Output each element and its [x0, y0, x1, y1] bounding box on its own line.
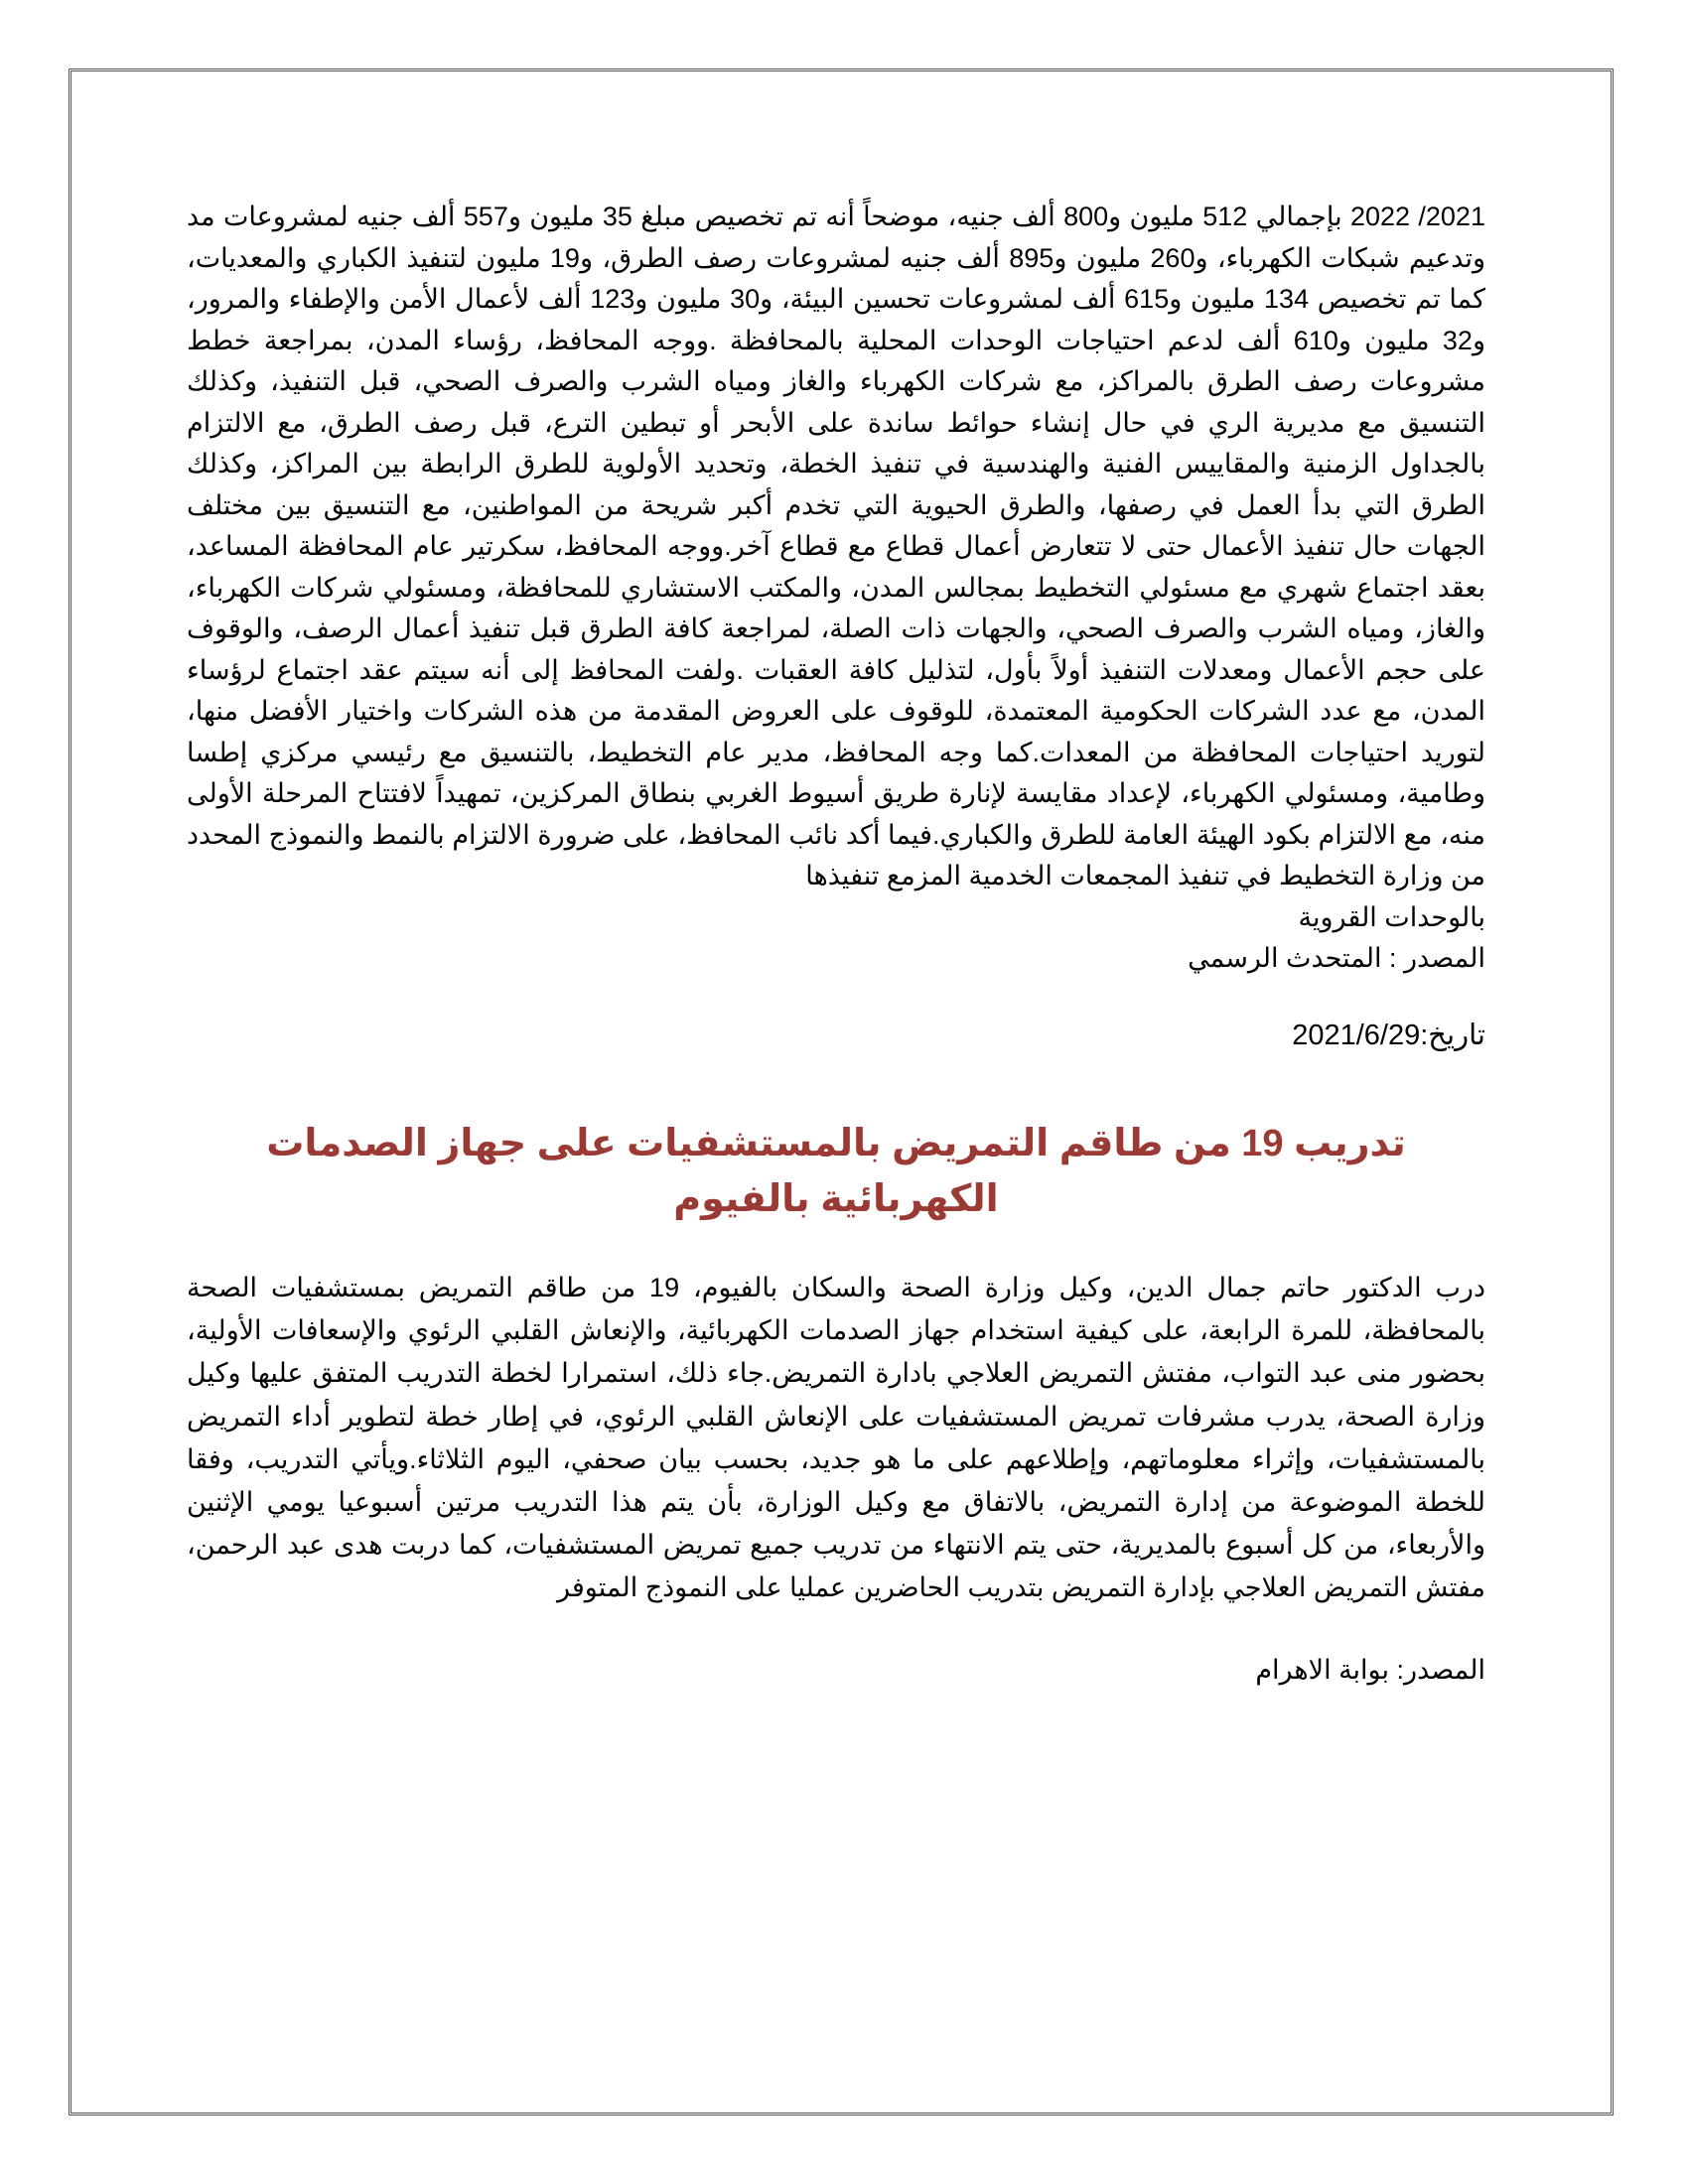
article-date: تاريخ:2021/6/29: [1292, 1019, 1485, 1051]
article-1-source: المصدر : المتحدث الرسمي: [1188, 943, 1485, 973]
article-1-body: 2021/ 2022 بإجمالي 512 مليون و800 ألف جنيه، موضحاً أنه تم تخصيص مبلغ 35 مليون و557 ألف جنيه لمشروعات مد وتدعيم شبكات الكهرباء، و260 مليون و895 ألف جنيه لمشروعات رصف الطرق، و19 مليون لتنفيذ الكباري والمعديات، كما تم تخصيص 134 مليون و615 ألف لمشروعات تحسين البيئة، و30 مليون و123 ألف لأعمال الأمن والإطفاء والمرور، و32 مليون و610 ألف لدعم احتياجات الوحدات المحلية بالمحافظة .ووجه المحافظ، رؤساء المدن، بمراجعة خطط مشروعات رصف الطرق بالمراكز، مع شركات الكهرباء والغاز ومياه الشرب والصرف الصحي، قبل التنفيذ، وكذلك التنسيق مع مديرية الري في حال إنشاء حوائط ساندة على الأبحر أو تبطين الترع، قبل رصف الطرق، مع الالتزام بالجداول الزمنية والمقاييس الفنية والهندسية في تنفيذ الخطة، وتحديد الأولوية للطرق الرابطة بين المراكز، وكذلك الطرق التي بدأ العمل في رصفها، والطرق الحيوية التي تخدم أكبر شريحة من المواطنين، مع التنسيق بين مختلف الجهات حال تنفيذ الأعمال حتى لا تتعارض أعمال قطاع مع قطاع آخر.ووجه المحافظ، سكرتير عام المحافظة المساعد، بعقد اجتماع شهري مع مسئولي التخطيط بمجالس المدن، والمكتب الاستشاري للمحافظة، ومسئولي شركات الكهرباء، والغاز، ومياه الشرب والصرف الصحي، والجهات ذات الصلة، لمراجعة كافة الطرق قبل تنفيذ أعمال الرصف، والوقوف على حجم الأعمال ومعدلات التنفيذ أولاً بأول، لتذليل كافة العقبات .ولفت المحافظ إلى أنه سيتم عقد اجتماع لرؤساء المدن، مع عدد الشركات الحكومية المعتمدة، للوقوف على العروض المقدمة من هذه الشركات واختيار الأفضل منها، لتوريد احتياجات المحافظة من المعدات.كما وجه المحافظ، مدير عام التخطيط، بالتنسيق مع رئيسي مركزي إطسا وطامية، ومسئولي الكهرباء، لإعداد مقايسة لإنارة طريق أسيوط الغربي بنطاق المركزين، تمهيداً لافتتاح المرحلة الأولى منه، مع الالتزام بكود الهيئة العامة للطرق والكباري.فيما أكد نائب المحافظ، على ضرورة الالتزام بالنمط والنموذج المحدد من وزارة التخطيط في تنفيذ المجمعات الخدمية المزمع تنفيذها: [187, 202, 1486, 890]
article-2-body: درب الدكتور حاتم جمال الدين، وكيل وزارة الصحة والسكان بالفيوم، 19 من طاقم التمريض بمستشفيات الصحة بالمحافظة، للمرة الرابعة، على كيفية استخدام جهاز الصدمات الكهربائية، والإنعاش القلبي الرئوي والإسعافات الأولية، بحضور منى عبد التواب، مفتش التمريض العلاجي بادارة التمريض.جاء ذلك، استمرارا لخطة التدريب المتفق عليها وكيل وزارة الصحة، يدرب مشرفات تمريض المستشفيات على الإنعاش القلبي الرئوي، في إطار خطة لتطوير أداء التمريض بالمستشفيات، وإثراء معلوماتهم، وإطلاعهم على ما هو جديد، بحسب بيان صحفي، اليوم الثلاثاء.ويأتي التدريب، وفقا للخطة الموضوعة من إدارة التمريض، بالاتفاق مع وكيل الوزارة، بأن يتم هذا التدريب مرتين أسبوعيا يومي الإثنين والأربعاء، من كل أسبوع بالمديرية، حتى يتم الانتهاء من تدريب جميع تمريض المستشفيات، كما دربت هدى عبد الرحمن، مفتش التمريض العلاجي بإدارة التمريض بتدريب الحاضرين عمليا على النموذج المتوفر: [187, 1273, 1485, 1603]
article-1-last-line: بالوحدات القروية: [1298, 901, 1485, 932]
document-content: [187, 197, 1485, 1691]
article-2-headline: تدريب 19 من طاقم التمريض بالمستشفيات على جهاز الصدمات الكهربائية بالفيوم: [266, 1123, 1406, 1220]
article-2-source: المصدر: بوابة الاهرام: [1255, 1654, 1485, 1685]
